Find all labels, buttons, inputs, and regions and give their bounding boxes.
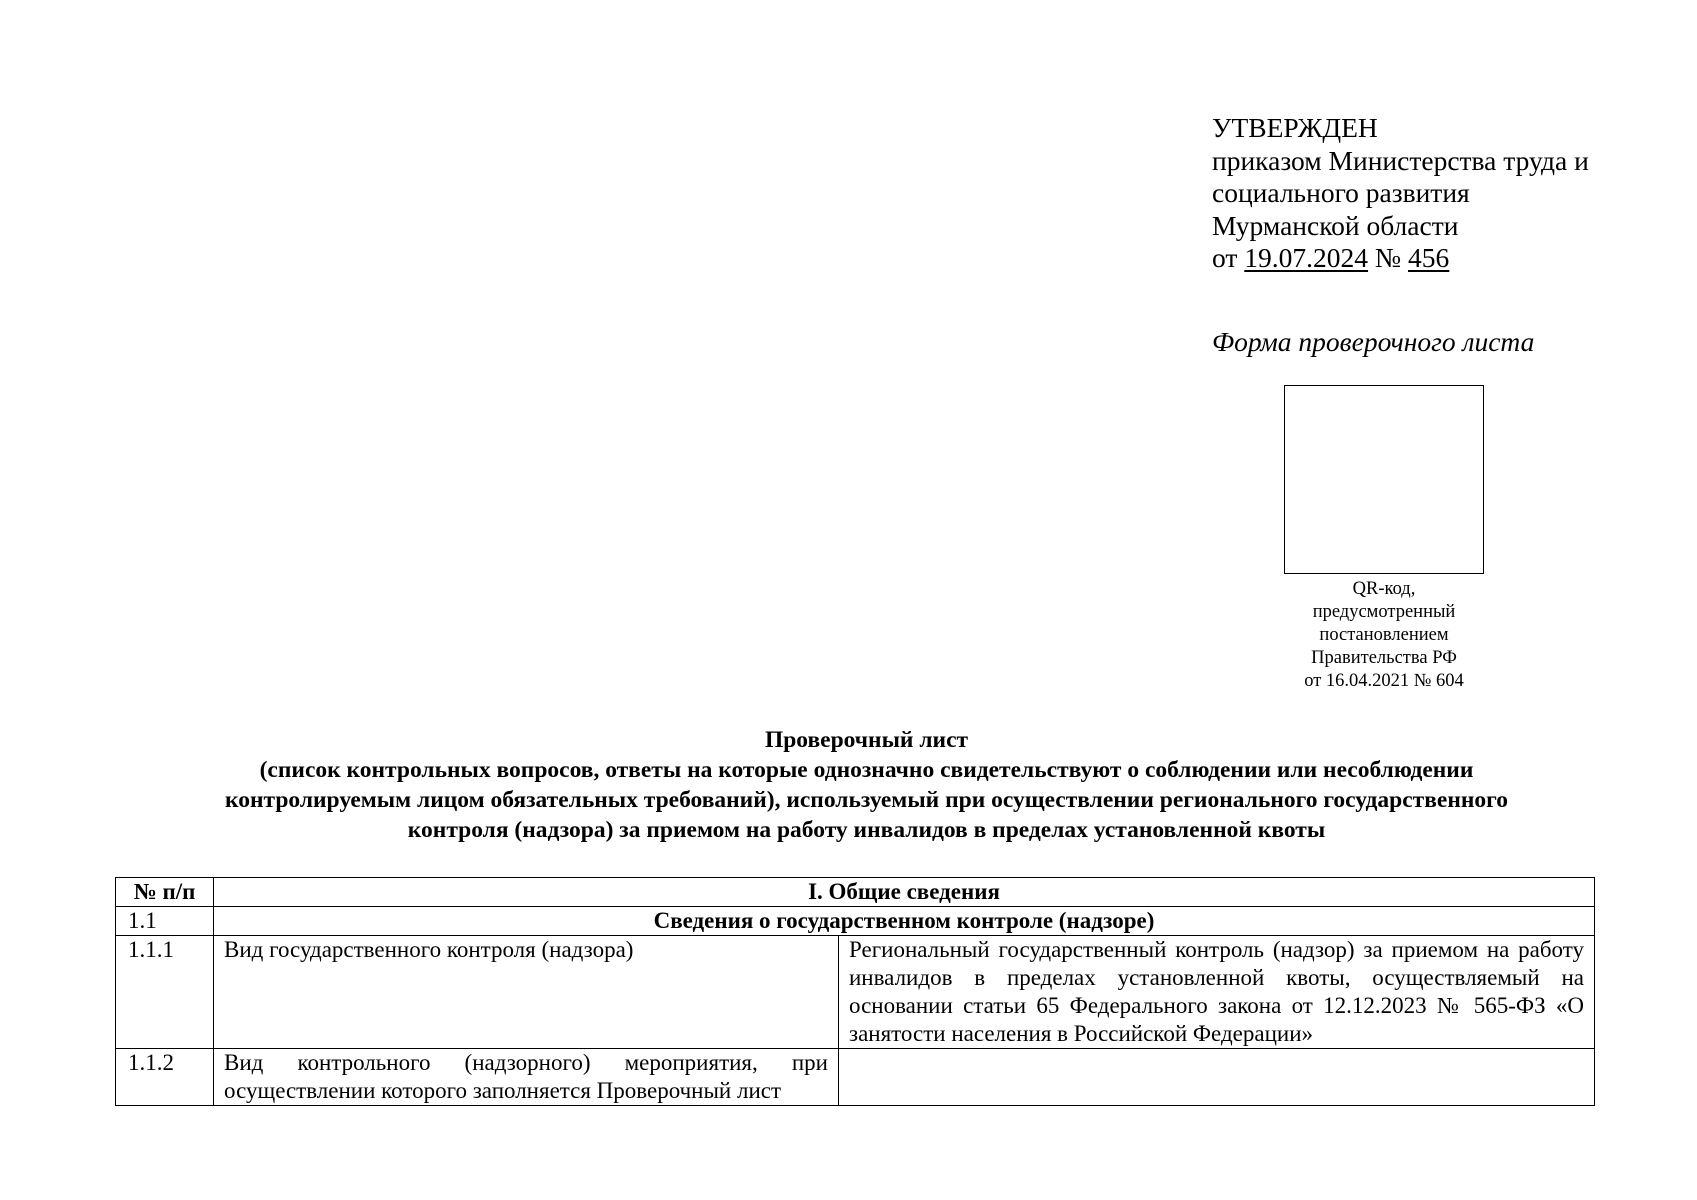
header-num: № п/п: [116, 878, 214, 907]
table-row: [116, 936, 1595, 1049]
row-question: Вид государственного контроля (надзора): [214, 936, 839, 1049]
title-line-2: (список контрольных вопросов, ответы на которые однозначно свидетельствуют о соблюдении или несоблюдении: [259, 757, 1474, 783]
title-line-4: контроля (надзора) за приемом на работу инвалидов в пределах установленной квоты: [407, 817, 1326, 843]
qr-caption-line: от 16.04.2021 № 604: [1304, 671, 1464, 691]
approval-status: УТВЕРЖДЕН: [1212, 112, 1378, 143]
qr-caption: [1264, 578, 1504, 693]
document-title: [0, 725, 1697, 845]
approval-line-2: социального развития: [1212, 177, 1470, 208]
approval-number: 456: [1408, 242, 1450, 273]
title-line-3: контролируемым лицом обязательных требований), используемый при осуществлении регионального государственного: [224, 787, 1509, 813]
qr-code-placeholder: [1284, 385, 1484, 574]
form-label: Форма проверочного листа: [1212, 326, 1535, 357]
subsection-num: 1.1: [116, 907, 214, 936]
qr-caption-line: предусмотренный: [1312, 602, 1456, 622]
header-section: I. Общие сведения: [214, 878, 1595, 907]
approval-line-3: Мурманской области: [1212, 209, 1459, 241]
approval-block: [1212, 112, 1672, 275]
qr-caption-line: QR-код,: [1352, 579, 1416, 599]
number-sign: №: [1374, 242, 1402, 273]
qr-caption-line: Правительства РФ: [1311, 648, 1457, 668]
checklist-table: [115, 877, 1595, 1106]
approval-date: 19.07.2024: [1244, 242, 1369, 273]
approval-line-1: приказом Министерства труда и: [1212, 144, 1589, 176]
row-num: 1.1.2: [116, 1049, 214, 1106]
date-prefix: от: [1212, 242, 1238, 273]
row-num: 1.1.1: [116, 936, 214, 1049]
table-header-row: [116, 878, 1595, 907]
row-answer: Региональный государственный контроль (надзор) за приемом на работу инвалидов в пределах установленной квоты, осуществляемый на основании статьи 65 Федерального закона от 12.12.2023 № 565-ФЗ «О занятости населения в Российской Федерации»: [839, 936, 1595, 1049]
row-answer[interactable]: [839, 1049, 1595, 1106]
table-subsection-row: [116, 907, 1595, 936]
row-question: Вид контрольного (надзорного) мероприятия, при осуществлении которого заполняется Проверочный лист: [214, 1049, 839, 1106]
approval-date-line: [1212, 242, 1672, 275]
qr-caption-line: постановлением: [1319, 625, 1449, 645]
table-row: [116, 1049, 1595, 1106]
title-line-1: Проверочный лист: [764, 727, 969, 753]
subsection-title: Сведения о государственном контроле (надзоре): [214, 907, 1595, 936]
